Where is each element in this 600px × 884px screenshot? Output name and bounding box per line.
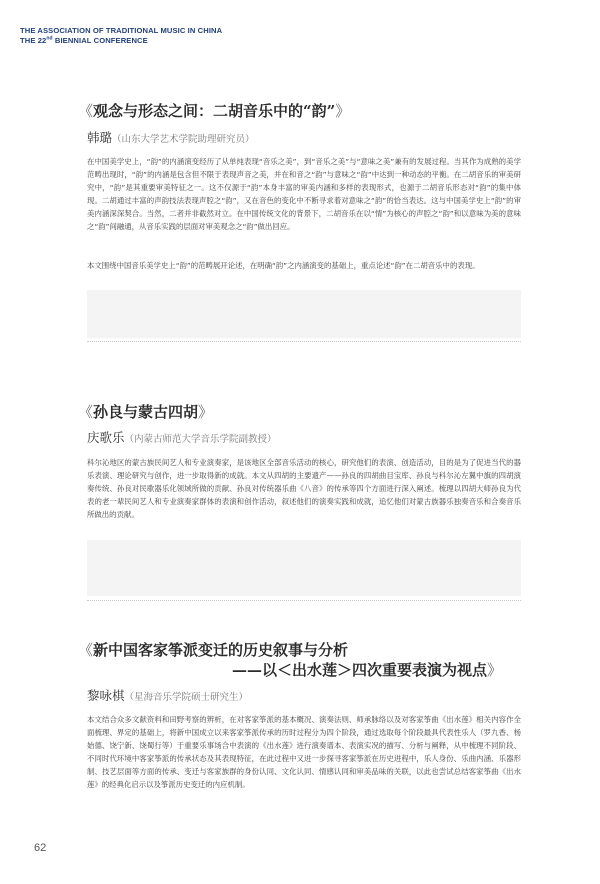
section-divider (87, 341, 521, 342)
article-1-title: 《观念与形态之间：二胡音乐中的“韵”》 (78, 102, 351, 120)
article-3-title: 《新中国客家筝派变迁的历史叙事与分析 (78, 641, 349, 659)
section-spacer (87, 290, 521, 338)
article-3-paragraph-1: 本文结合众多文献资料和田野考察的辨析，在对客家筝派的基本概况、演奏法则、师承脉络以及对客家筝曲《出水莲》相关内容作全面梳理、界定的基础上，将新中国成立以来客家筝派传承的历时过程分为四个阶段，通过选取每个阶段最具代表性乐人（罗九香、杨始德、饶宁新、饶蜀行等）于重要乐事场合中表演的《出水莲》进行演奏谱本、表演实况的描写、分析与阐释，从中梳理不同阶段、不同时代环境中客家筝派的传承状态及其表现特征，在此过程中又进一步探寻客家筝派在历史进程中，乐人身份、乐曲内涵、乐器形制、技艺层面等方面的传承、变迁与客家族群的身份认同、文化认同、情感认同和审美品味的关联，以此也尝试总结客家筝曲《出水莲》的经典化启示以及筝派历史变迁的内应机制。 (87, 715, 521, 790)
section-spacer (87, 540, 521, 596)
header-line-2: THE 22nd BIENNIAL CONFERENCE (20, 35, 148, 45)
article-3-subtitle: ——以＜出水莲＞四次重要表演为视点》 (232, 661, 503, 679)
article-2-title: 《孙良与蒙古四胡》 (78, 403, 214, 421)
article-1-paragraph-1: 在中国美学史上，“韵”的内涵演变经历了从单纯表现“音乐之美”，到“音乐之美”与“意味之美”兼有的发展过程。当其作为成熟的美学范畴出现时，“韵”的内涵是包含但不限于表现声音之美，并在和音之“韵”与意味之“韵”中达到一种动态的平衡。在二胡音乐的审美研究中，“韵”是其重要审美特征之一。这不仅源于“韵”本身丰富的审美内涵和多样的表现形式，也源于二胡音乐形态对“韵”的集中体现。二胡通过丰富的声韵技法表现声腔之“韵”，又在音色的变化中不断寻求着对意味之“韵”的恰当表达。这与中国美学史上“韵”的审美内涵深深契合。当然，二者并非截然对立。在中国传统文化的背景下，二胡音乐在以“情”为核心的声腔之“韵”和以意味为美的意味之“韵”间融通，从音乐实践的层面对审美观念之“韵”做出回应。 (87, 157, 521, 232)
article-3-author: 黎咏棋（星海音乐学院硕士研究生） (87, 688, 249, 703)
article-2-paragraph-1: 科尔沁地区的蒙古族民间艺人和专业演奏家，是该地区全部音乐活动的核心，研究他们的表演、创造活动，目的是为了促进当代的器乐表演、理论研究与创作，进一步取得新的成就。本文从四胡的主要遗产——孙良的四胡曲目宝库、孙良与科尔沁左翼中旗的四胡演奏传统、孙良对民歌器乐化领域所做的贡献、孙良对传统器乐曲《八音》的传承等四个方面进行深入阐述。梳理以四胡大师孙良为代表的老一辈民间艺人和专业演奏家群体的表演和创作活动，叙述他们的演奏实践和成就，追忆他们对蒙古族器乐独奏音乐和合奏音乐所做出的贡献。 (87, 458, 521, 520)
page-number: 62 (34, 842, 47, 854)
article-1-author: 韩璐（山东大学艺术学院助理研究员） (87, 130, 255, 145)
conference-header (20, 26, 222, 46)
article-1-paragraph-2: 本文围绕中国音乐美学史上“韵”的范畴展开论述，在明确“韵”之内涵演变的基础上，重点论述“韵”在二胡音乐中的表现。 (87, 261, 480, 270)
header-line-1: THE ASSOCIATION OF TRADITIONAL MUSIC IN CHINA (20, 26, 223, 35)
article-2-author: 庆歌乐（内蒙古师范大学音乐学院副教授） (87, 430, 277, 445)
section-divider (87, 600, 521, 601)
